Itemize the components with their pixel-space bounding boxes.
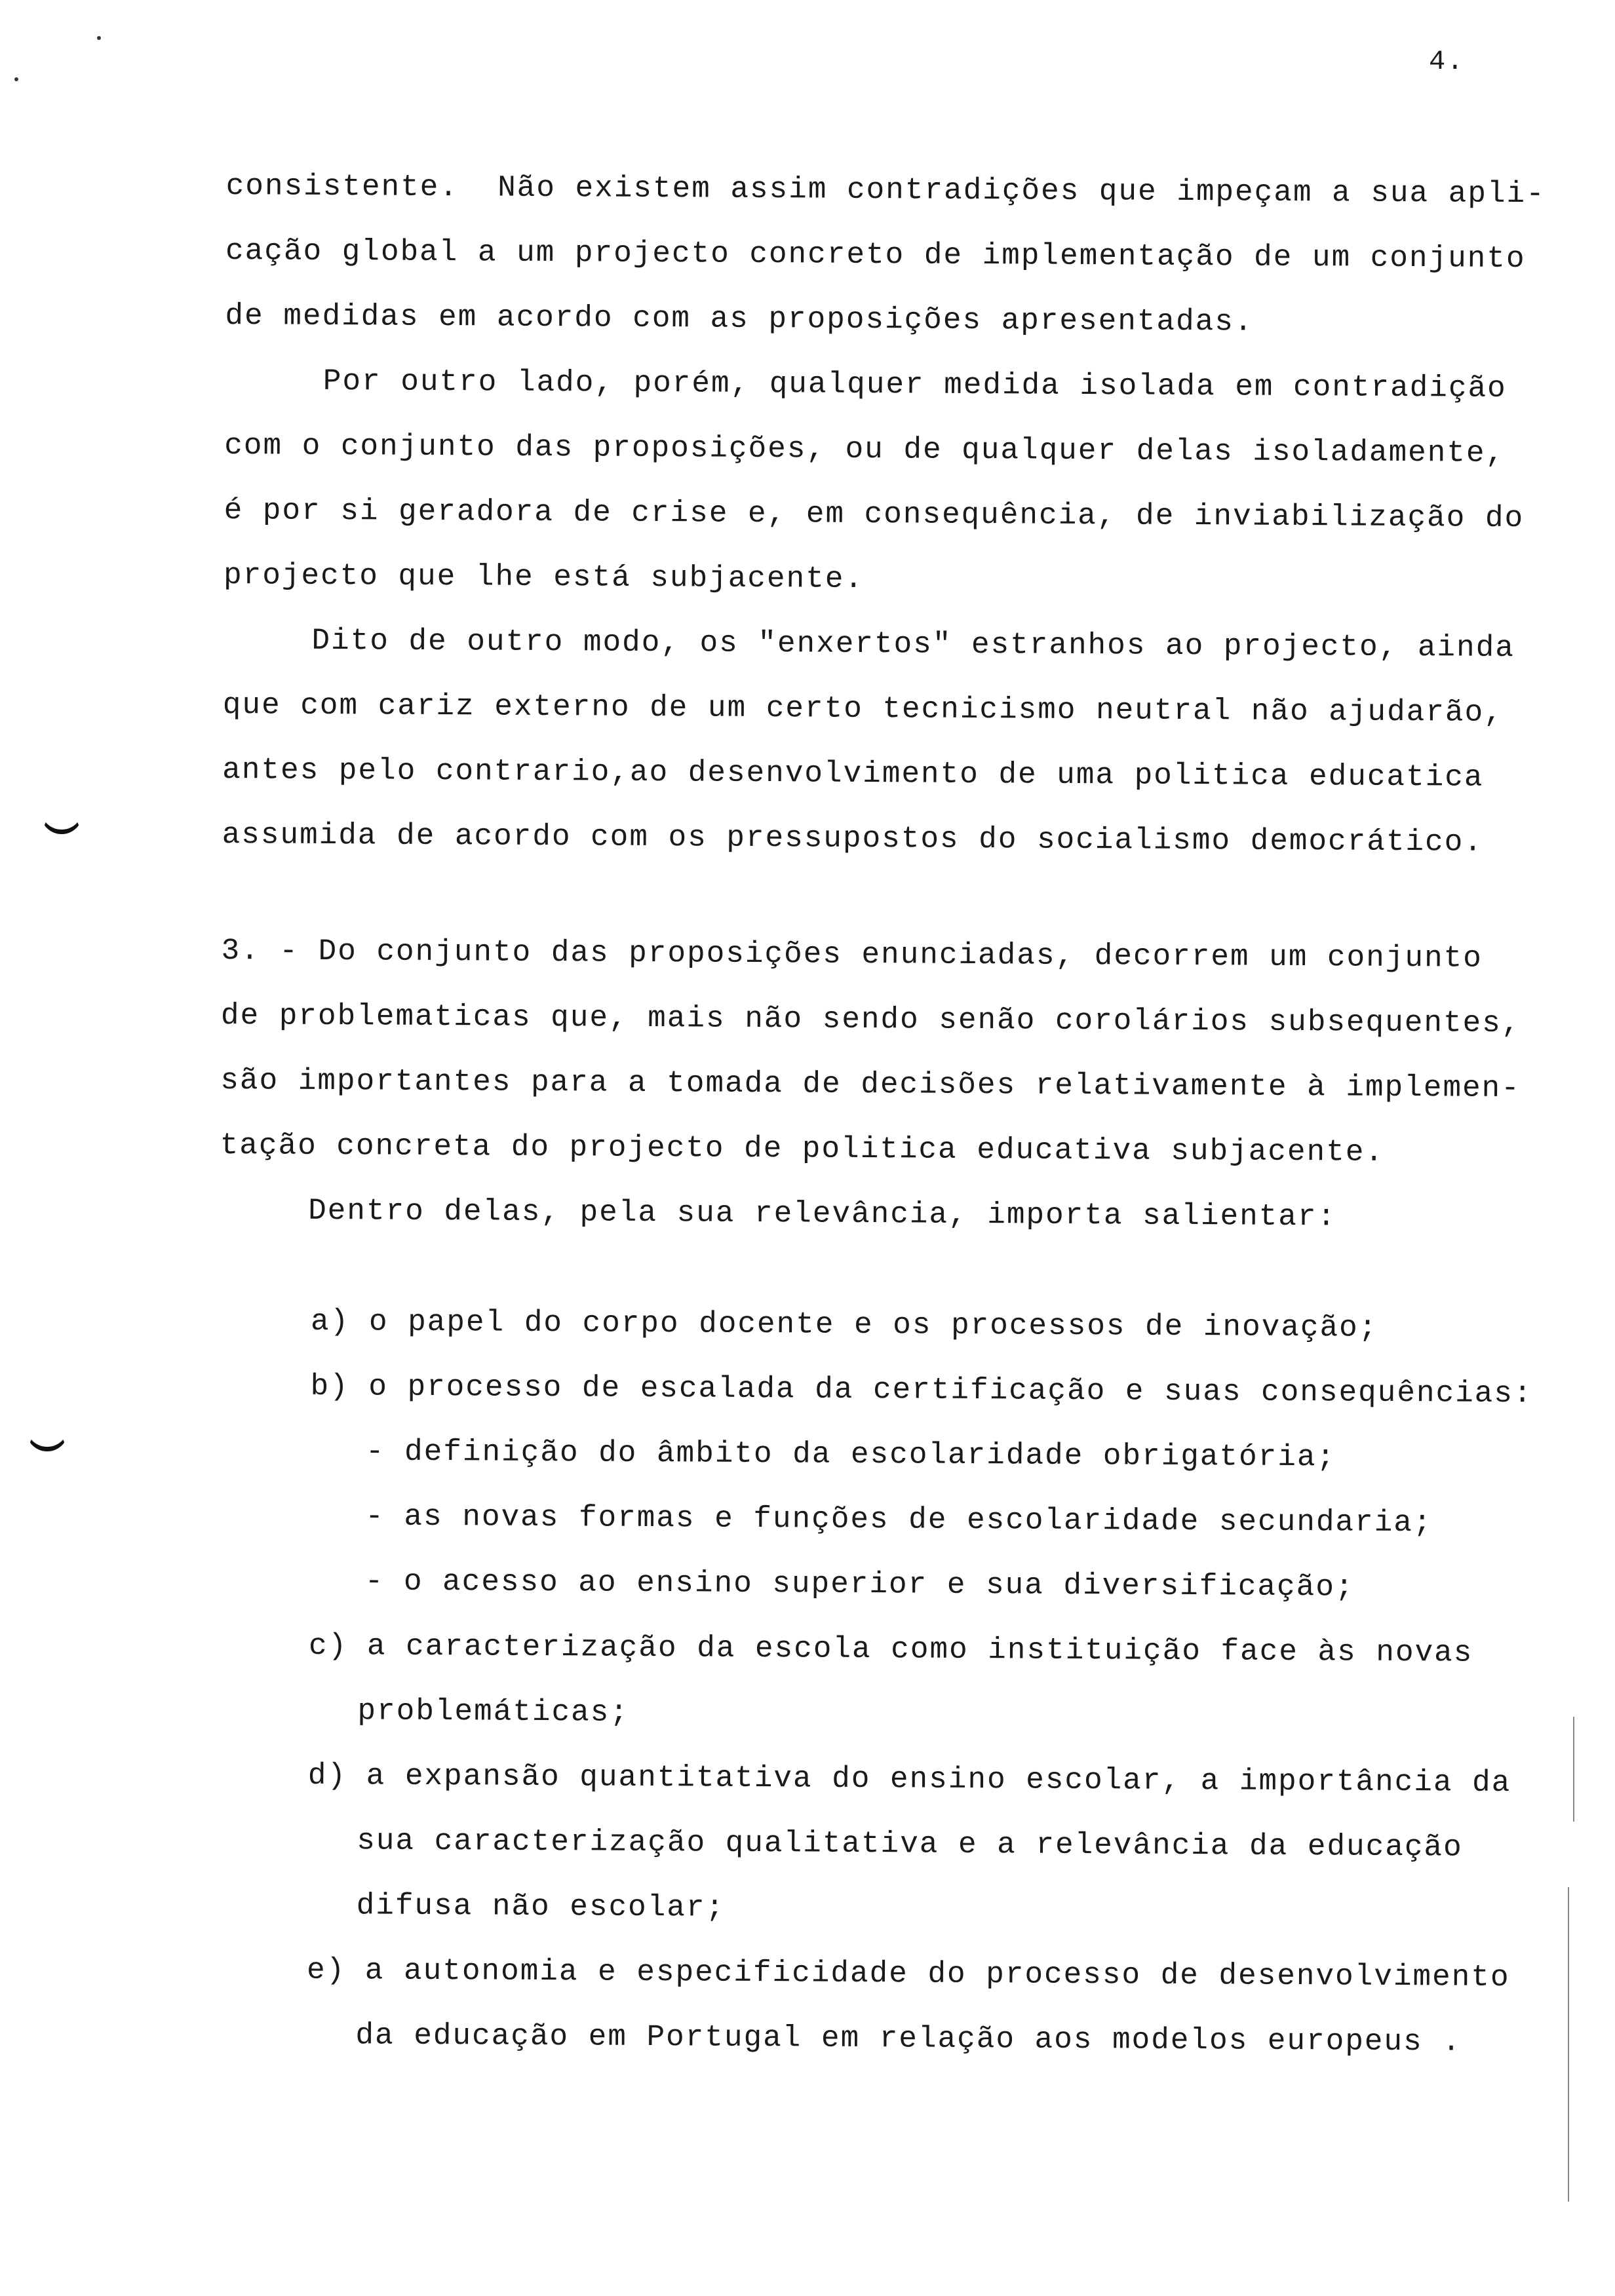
scan-speck	[97, 36, 101, 40]
spacer	[219, 1243, 1582, 1297]
binder-hole-mark	[26, 1422, 68, 1451]
text-line: que com cariz externo de um certo tecnicismo neutral não ajudarão,	[222, 687, 1504, 730]
list-item-e-cont: da educação em Portugal em relação aos modelos europeus .	[355, 2018, 1462, 2059]
text-line: Por outro lado, porém, qualquer medida isolada em contradição	[322, 364, 1507, 406]
binder-hole-mark	[41, 805, 83, 834]
text-line: projecto que lhe está subjacente.	[223, 558, 865, 596]
list-item-e: e) a autonomia e especificidade do processo de desenvolvimento	[306, 1953, 1510, 1995]
text-line: consistente. Não existem assim contradições que impeçam a sua apli-	[225, 168, 1546, 212]
text-line: antes pelo contrario,ao desenvolvimento de uma politica educatica	[222, 752, 1484, 795]
text-line: de medidas em acordo com as proposições apresentadas.	[225, 298, 1254, 339]
list-item-c: c) a caracterização da escola como instituição face às novas	[308, 1628, 1473, 1670]
text-line: é por si geradora de crise e, em consequência, de inviabilização do	[224, 493, 1525, 536]
list-item-c-cont: problemáticas;	[357, 1694, 630, 1730]
paragraph-2	[224, 349, 1588, 617]
sub-item: - definição do âmbito da escolaridade obrigatória;	[365, 1434, 1336, 1475]
text-line: são importantes para a tomada de decisões relativamente à implemen-	[220, 1063, 1521, 1106]
paragraph-3	[222, 608, 1586, 876]
scan-speck	[14, 77, 18, 81]
text-line: com o conjunto das proposições, ou de qualquer delas isoladamente,	[224, 428, 1506, 470]
text-line: cação global a um projecto concreto de implementação de um conjunto	[225, 233, 1526, 277]
list-item-b: b) o processo de escalada da certificação e suas consequências:	[310, 1369, 1533, 1411]
sub-item: - o acesso ao ensino superior e sua diversificação;	[364, 1564, 1355, 1605]
spacer	[222, 868, 1585, 927]
text-line: assumida de acordo com os pressupostos do socialismo democrático.	[222, 817, 1484, 860]
document-body	[214, 154, 1589, 2076]
list-item-d: d) a expansão quantitativa do ensino escolar, a importância da	[307, 1758, 1511, 1801]
page-number: 4.	[1429, 46, 1465, 77]
text-line: de problematicas que, mais não sendo senão corolários subsequentes,	[220, 998, 1521, 1041]
sub-item: - as novas formas e funções de escolaridade secundaria;	[365, 1499, 1433, 1540]
list-item-d-cont: difusa não escolar;	[356, 1888, 726, 1925]
paragraph-1	[225, 154, 1589, 357]
text-line: 3. - Do conjunto das proposições enunciadas, decorrem um conjunto	[221, 933, 1483, 976]
item-list	[214, 1289, 1582, 2076]
section-3	[220, 919, 1584, 1187]
list-item-d-cont: sua caracterização qualitativa e a relevância da educação	[357, 1824, 1463, 1865]
text-line: tação concreta do projecto de politica educativa subjacente.	[220, 1128, 1385, 1170]
list-intro: Dentro delas, pela sua relevância, importa salientar:	[307, 1193, 1337, 1234]
text-line: Dito de outro modo, os "enxertos" estranhos ao projecto, ainda	[311, 623, 1515, 666]
list-item-a: a) o papel do corpo docente e os processos de inovação;	[310, 1304, 1378, 1345]
